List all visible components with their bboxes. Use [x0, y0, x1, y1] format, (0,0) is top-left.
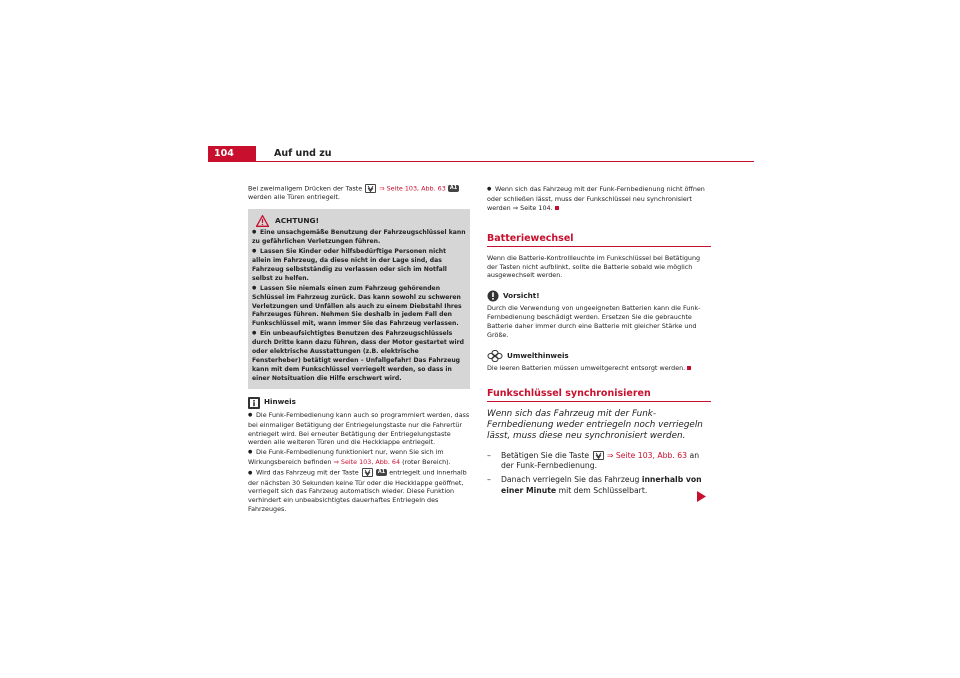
- left-column: [248, 184, 470, 514]
- end-marker: [555, 206, 559, 210]
- page-link[interactable]: ⇒ Seite 104.: [512, 203, 553, 212]
- info-note-icon: [248, 397, 260, 409]
- header-rule: [256, 161, 754, 162]
- environment-title: Umwelthinweis: [507, 350, 569, 360]
- chapter-title: Auf und zu: [274, 148, 332, 159]
- caution-header: [487, 289, 711, 303]
- unlock-key-icon: [593, 451, 604, 460]
- note-title: Hinweis: [264, 397, 296, 407]
- sync-heading: Funkschlüssel synchronisieren: [487, 390, 711, 402]
- battery-text: Wenn die Batterie-Kontrollleuchte im Funkschlüssel bei Betätigung der Tasten nicht aufblinkt, sollte die Batterie sobald wie möglich ausgewechselt werden.: [487, 253, 701, 280]
- environment-flower-icon: [487, 350, 503, 362]
- note-header: [248, 396, 470, 410]
- unlock-key-icon: [362, 468, 373, 477]
- right-column: [487, 184, 711, 496]
- note-item: ●Wird das Fahrzeug mit der Taste A1 entriegelt und innerhalb der nächsten 30 Sekunden keine Tür oder die Heckklappe geöffnet, verriegelt sich das Fahrzeug automatisch wieder. Diese Funktion verhindert ein unbeabsichtigtes dauerhaftes Entriegeln des Fahrzeuges.: [248, 468, 470, 514]
- warning-box: [248, 209, 470, 388]
- figure-link[interactable]: ⇒ Seite 103, Abb. 64: [333, 458, 401, 467]
- note-item: ●Die Funk-Fernbedienung kann auch so programmiert werden, dass bei einmaliger Betätigung der Entriegelungstaste nur die Fahrertür entriegelt wird. Bei erneuter Betätigung der Entriegelungstaste werden alle weiteren Türen und die Heckklappe entriegelt.: [248, 411, 470, 448]
- figure-link[interactable]: ⇒ Seite 103, Abb. 63: [379, 184, 446, 193]
- sync-intro: Wenn sich das Fahrzeug mit der Funk-Fernbedienung weder entriegeln noch verriegeln lässt, muss diese neu synchronisiert werden.: [487, 408, 703, 442]
- environment-header: [487, 349, 711, 363]
- warning-item: ●Lassen Sie niemals einen zum Fahrzeug gehörenden Schlüssel im Fahrzeug zurück. Das kann sowohl zu schweren Verletzungen und Unfällen als auch zu einem Diebstahl Ihres Fahrzeuges führen. Nehmen Sie deshalb in jedem Fall den Funkschlüssel mit, wann immer Sie das Fahrzeug verlassen.: [252, 285, 466, 330]
- figure-link[interactable]: ⇒ Seite 103, Abb. 63: [606, 450, 688, 460]
- environment-text: Die leeren Batterien müssen umweltgerecht entsorgt werden.: [487, 364, 711, 373]
- caution-exclamation-icon: [487, 290, 499, 302]
- figure-callout-badge: A1: [449, 185, 458, 191]
- caution-text: Durch die Verwendung von ungeeigneten Batterien kann die Funk-Fernbedienung beschädigt werden. Ersetzen Sie die gebrauchte Batterie daher immer durch eine Batterie mit gleicher Stärke und Größe.: [487, 304, 701, 340]
- end-marker: [687, 366, 691, 370]
- warning-triangle-icon: [256, 215, 269, 227]
- caution-title: Vorsicht!: [503, 290, 540, 300]
- intro-paragraph: Bei zweimaligem Drücken der Taste ⇒ Seite 103, Abb. 63 A1 werden alle Türen entriegelt.: [248, 184, 458, 202]
- figure-callout-badge: A1: [377, 469, 386, 476]
- sync-reference-item: ●Wenn sich das Fahrzeug mit der Funk-Fernbedienung nicht öffnen oder schließen lässt, muss der Funkschlüssel neu synchronisiert werden ⇒ Seite 104.: [487, 185, 711, 213]
- unlock-key-icon: [365, 184, 376, 193]
- warning-item: ●Ein unbeaufsichtigtes Benutzen des Fahrzeugschlüssels durch Dritte kann dazu führen, dass der Motor gestartet wird oder elektrische Ausstattungen (z.B. elektrische Fensterheber) betätigt werden – Unfallgefahr! Das Fahrzeug kann mit dem Funkschlüssel verriegelt werden, so dass in einer Notsituation die Hilfe erschwert wird.: [252, 330, 466, 383]
- warning-item: ●Lassen Sie Kinder oder hilfsbedürftige Personen nicht allein im Fahrzeug, da diese nicht in der Lage sind, das Fahrzeug selbstständig zu verlassen oder sich im Notfall selbst zu helfen.: [252, 248, 466, 284]
- sync-step: – Betätigen Sie die Taste ⇒ Seite 103, Abb. 63 an der Funk-Fernbedienung.: [487, 450, 700, 471]
- sync-step: – Danach verriegeln Sie das Fahrzeug innerhalb von einer Minute mit dem Schlüsselbart.: [487, 475, 702, 495]
- warning-item: ●Eine unsachgemäße Benutzung der Fahrzeugschlüssel kann zu gefährlichen Verletzungen führen.: [252, 229, 466, 247]
- note-item: ●Die Funk-Fernbedienung funktioniert nur, wenn Sie sich im Wirkungsbereich befinden ⇒ Seite 103, Abb. 64 (roter Bereich).: [248, 448, 470, 467]
- next-page-arrow-icon[interactable]: [697, 491, 706, 502]
- warning-title: ACHTUNG!: [275, 215, 319, 225]
- page-number: 104: [214, 148, 234, 159]
- warning-header: [256, 214, 466, 228]
- battery-heading: Batteriewechsel: [487, 235, 711, 247]
